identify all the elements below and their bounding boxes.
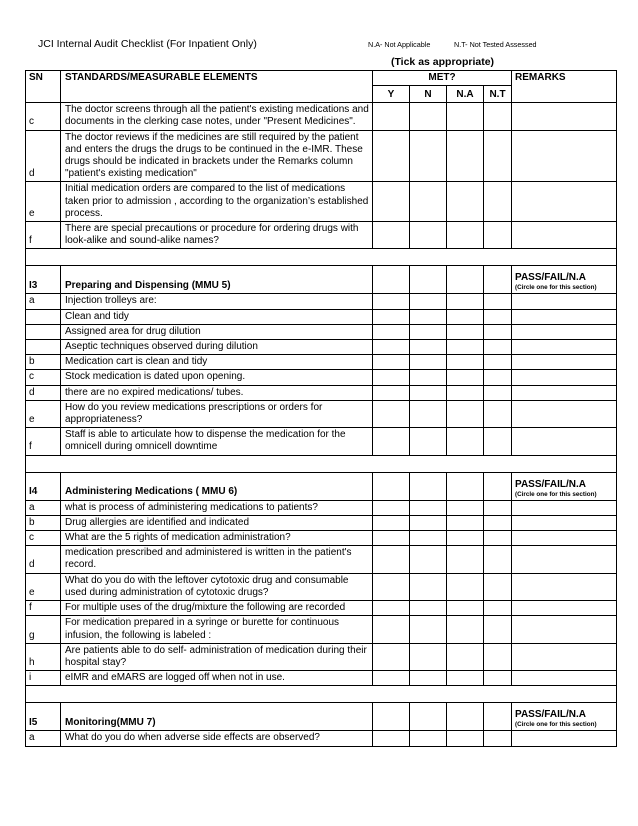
met-na-cell[interactable] (447, 182, 484, 222)
met-na-header: N.A (447, 86, 484, 103)
row-sn (26, 340, 61, 355)
row-sn: c (26, 531, 61, 546)
met-na-cell[interactable] (447, 731, 484, 746)
row-element-text: Stock medication is dated upon opening. (61, 370, 373, 385)
row-element-text: How do you review medications prescriptions or orders for appropriateness? (61, 400, 373, 427)
document-header (38, 38, 618, 54)
row-sn (26, 324, 61, 339)
met-nt-cell[interactable] (484, 428, 512, 455)
met-na-cell (447, 472, 484, 500)
met-nt-cell[interactable] (484, 294, 512, 309)
remarks-cell[interactable] (512, 182, 617, 222)
checklist-row (26, 643, 617, 670)
section-header-row (26, 472, 617, 500)
pass-fail-label: PASS/FAIL/N.A (515, 478, 586, 490)
checklist-row (26, 103, 617, 130)
met-nt-cell[interactable] (484, 370, 512, 385)
met-nt-cell[interactable] (484, 671, 512, 686)
row-element-text: there are no expired medications/ tubes. (61, 385, 373, 400)
pass-fail-label: PASS/FAIL/N.A (515, 272, 586, 284)
met-n-cell[interactable] (410, 309, 447, 324)
checklist-row (26, 294, 617, 309)
met-y-header: Y (373, 86, 410, 103)
met-nt-cell[interactable] (484, 130, 512, 182)
row-element-text: The doctor reviews if the medicines are still required by the patient and enters the drugs the drugs to be continued in the e-IMR. These drugs should be indicated in brackets under the Remarks column "patient's existing medication" (61, 130, 373, 182)
section-title: Monitoring(MMU 7) (61, 703, 373, 731)
met-nt-cell[interactable] (484, 616, 512, 643)
circle-note: (Circle one for this section) (515, 490, 597, 498)
met-nt-header: N.T (484, 86, 512, 103)
met-n-cell[interactable] (410, 531, 447, 546)
row-sn: e (26, 573, 61, 600)
row-element-text: What are the 5 rights of medication administration? (61, 531, 373, 546)
pass-fail-cell (512, 703, 617, 731)
remarks-cell[interactable] (512, 400, 617, 427)
met-y-cell[interactable] (373, 130, 410, 182)
met-nt-cell[interactable] (484, 531, 512, 546)
spacer-row (26, 686, 617, 703)
row-sn: a (26, 294, 61, 309)
met-nt-cell[interactable] (484, 340, 512, 355)
checklist-row (26, 531, 617, 546)
met-y-cell[interactable] (373, 182, 410, 222)
row-sn: d (26, 546, 61, 573)
met-y-cell (373, 472, 410, 500)
met-na-cell[interactable] (447, 355, 484, 370)
met-y-cell[interactable] (373, 500, 410, 515)
pass-fail-cell (512, 266, 617, 294)
met-header: MET? (373, 71, 512, 86)
met-na-cell[interactable] (447, 573, 484, 600)
spacer-cell (26, 249, 617, 266)
row-sn: h (26, 643, 61, 670)
section-sn: I4 (26, 472, 61, 500)
met-y-cell[interactable] (373, 616, 410, 643)
met-n-cell[interactable] (410, 370, 447, 385)
row-element-text: medication prescribed and administered is written in the patient's record. (61, 546, 373, 573)
met-na-cell[interactable] (447, 531, 484, 546)
remarks-cell[interactable] (512, 643, 617, 670)
checklist-row (26, 130, 617, 182)
remarks-cell[interactable] (512, 385, 617, 400)
met-y-cell[interactable] (373, 385, 410, 400)
row-sn (26, 309, 61, 324)
row-sn: d (26, 385, 61, 400)
remarks-cell[interactable] (512, 531, 617, 546)
row-element-text: The doctor screens through all the patient's existing medications and documents in the clerking case notes, under "Present Medicines". (61, 103, 373, 130)
section-title: Administering Medications ( MMU 6) (61, 472, 373, 500)
met-y-cell[interactable] (373, 103, 410, 130)
spacer-cell (26, 686, 617, 703)
met-y-cell[interactable] (373, 355, 410, 370)
checklist-row (26, 546, 617, 573)
circle-note: (Circle one for this section) (515, 721, 597, 729)
row-element-text: There are special precautions or procedure for ordering drugs with look-alike and sound-alike names? (61, 222, 373, 249)
met-y-cell[interactable] (373, 671, 410, 686)
met-na-cell[interactable] (447, 515, 484, 530)
met-nt-cell[interactable] (484, 731, 512, 746)
row-sn: a (26, 500, 61, 515)
met-y-cell[interactable] (373, 309, 410, 324)
section-header-row (26, 703, 617, 731)
remarks-cell[interactable] (512, 222, 617, 249)
section-header-row (26, 266, 617, 294)
met-na-cell[interactable] (447, 370, 484, 385)
met-nt-cell[interactable] (484, 182, 512, 222)
row-sn: b (26, 355, 61, 370)
met-n-cell[interactable] (410, 400, 447, 427)
checklist-title: JCI Internal Audit Checklist (For Inpatient Only) (38, 38, 257, 50)
met-n-cell[interactable] (410, 182, 447, 222)
met-n-cell[interactable] (410, 515, 447, 530)
met-na-cell[interactable] (447, 546, 484, 573)
row-sn: f (26, 428, 61, 455)
row-element-text: what is process of administering medications to patients? (61, 500, 373, 515)
audit-table (25, 70, 617, 747)
remarks-cell[interactable] (512, 324, 617, 339)
checklist-row (26, 616, 617, 643)
row-element-text: For multiple uses of the drug/mixture the following are recorded (61, 601, 373, 616)
met-y-cell[interactable] (373, 731, 410, 746)
row-sn: a (26, 731, 61, 746)
row-sn: e (26, 182, 61, 222)
spacer-row (26, 249, 617, 266)
row-sn: d (26, 130, 61, 182)
met-n-cell (410, 266, 447, 294)
remarks-cell[interactable] (512, 355, 617, 370)
met-n-cell[interactable] (410, 616, 447, 643)
met-n-cell[interactable] (410, 428, 447, 455)
row-sn: c (26, 370, 61, 385)
met-n-cell[interactable] (410, 731, 447, 746)
met-y-cell[interactable] (373, 643, 410, 670)
remarks-cell[interactable] (512, 103, 617, 130)
checklist-row (26, 731, 617, 746)
checklist-row (26, 324, 617, 339)
checklist-row (26, 340, 617, 355)
checklist-row (26, 500, 617, 515)
met-na-cell[interactable] (447, 400, 484, 427)
met-nt-cell[interactable] (484, 573, 512, 600)
met-y-cell[interactable] (373, 531, 410, 546)
met-na-cell[interactable] (447, 616, 484, 643)
row-element-text: Aseptic techniques observed during dilution (61, 340, 373, 355)
remarks-cell[interactable] (512, 616, 617, 643)
met-n-cell[interactable] (410, 643, 447, 670)
met-nt-cell[interactable] (484, 324, 512, 339)
remarks-cell[interactable] (512, 573, 617, 600)
remarks-cell[interactable] (512, 500, 617, 515)
row-sn: c (26, 103, 61, 130)
row-element-text: eIMR and eMARS are logged off when not in use. (61, 671, 373, 686)
circle-note: (Circle one for this section) (515, 284, 597, 292)
checklist-row (26, 400, 617, 427)
remarks-cell[interactable] (512, 340, 617, 355)
met-nt-cell[interactable] (484, 309, 512, 324)
row-sn: f (26, 601, 61, 616)
row-sn: f (26, 222, 61, 249)
met-nt-cell[interactable] (484, 103, 512, 130)
met-nt-cell[interactable] (484, 355, 512, 370)
met-na-cell[interactable] (447, 324, 484, 339)
row-element-text: Assigned area for drug dilution (61, 324, 373, 339)
met-n-cell (410, 703, 447, 731)
checklist-row (26, 515, 617, 530)
met-y-cell (373, 703, 410, 731)
met-n-cell[interactable] (410, 294, 447, 309)
row-element-text: Injection trolleys are: (61, 294, 373, 309)
met-nt-cell[interactable] (484, 385, 512, 400)
row-element-text: Are patients able to do self- administration of medication during their hospital stay? (61, 643, 373, 670)
met-nt-cell[interactable] (484, 400, 512, 427)
checklist-row (26, 309, 617, 324)
met-y-cell[interactable] (373, 573, 410, 600)
met-nt-cell[interactable] (484, 643, 512, 670)
met-nt-cell[interactable] (484, 500, 512, 515)
met-y-cell[interactable] (373, 546, 410, 573)
met-na-cell[interactable] (447, 340, 484, 355)
checklist-row (26, 385, 617, 400)
met-y-cell[interactable] (373, 294, 410, 309)
checklist-row (26, 428, 617, 455)
met-n-header: N (410, 86, 447, 103)
section-sn: I3 (26, 266, 61, 294)
checklist-row (26, 601, 617, 616)
row-element-text: For medication prepared in a syringe or burette for continuous infusion, the following is labeled : (61, 616, 373, 643)
met-n-cell[interactable] (410, 671, 447, 686)
met-y-cell[interactable] (373, 428, 410, 455)
met-n-cell[interactable] (410, 500, 447, 515)
met-y-cell[interactable] (373, 370, 410, 385)
met-na-cell[interactable] (447, 222, 484, 249)
met-n-cell[interactable] (410, 324, 447, 339)
remarks-cell[interactable] (512, 428, 617, 455)
met-n-cell[interactable] (410, 601, 447, 616)
met-na-cell[interactable] (447, 103, 484, 130)
row-element-text: Medication cart is clean and tidy (61, 355, 373, 370)
section-title: Preparing and Dispensing (MMU 5) (61, 266, 373, 294)
row-element-text: What do you do with the leftover cytotoxic drug and consumable used during administration of cytotoxic drugs? (61, 573, 373, 600)
met-na-cell[interactable] (447, 601, 484, 616)
row-sn: i (26, 671, 61, 686)
pass-fail-cell (512, 472, 617, 500)
met-nt-cell[interactable] (484, 601, 512, 616)
row-element-text: Drug allergies are identified and indicated (61, 515, 373, 530)
met-y-cell[interactable] (373, 324, 410, 339)
remarks-cell[interactable] (512, 671, 617, 686)
remarks-cell[interactable] (512, 546, 617, 573)
row-sn: b (26, 515, 61, 530)
remarks-header: REMARKS (512, 71, 617, 103)
met-na-cell[interactable] (447, 309, 484, 324)
standards-header: STANDARDS/MEASURABLE ELEMENTS (61, 71, 373, 103)
remarks-cell[interactable] (512, 601, 617, 616)
met-na-cell[interactable] (447, 294, 484, 309)
remarks-cell[interactable] (512, 130, 617, 182)
met-nt-cell[interactable] (484, 222, 512, 249)
met-y-cell[interactable] (373, 601, 410, 616)
row-element-text: Initial medication orders are compared to the list of medications taken prior to admission , according to the organization’s established process. (61, 182, 373, 222)
remarks-cell[interactable] (512, 294, 617, 309)
met-na-cell[interactable] (447, 671, 484, 686)
met-y-cell (373, 266, 410, 294)
checklist-row (26, 182, 617, 222)
checklist-row (26, 355, 617, 370)
met-na-cell[interactable] (447, 643, 484, 670)
row-element-text: What do you do when adverse side effects are observed? (61, 731, 373, 746)
met-y-cell[interactable] (373, 515, 410, 530)
met-na-cell[interactable] (447, 428, 484, 455)
met-nt-cell (484, 703, 512, 731)
met-n-cell (410, 472, 447, 500)
met-n-cell[interactable] (410, 222, 447, 249)
met-n-cell[interactable] (410, 573, 447, 600)
met-nt-cell (484, 266, 512, 294)
remarks-cell[interactable] (512, 515, 617, 530)
checklist-row (26, 671, 617, 686)
spacer-row (26, 455, 617, 472)
met-na-cell (447, 703, 484, 731)
met-n-cell[interactable] (410, 355, 447, 370)
met-na-cell[interactable] (447, 130, 484, 182)
checklist-row (26, 222, 617, 249)
met-nt-cell[interactable] (484, 546, 512, 573)
column-header-row (26, 71, 617, 86)
met-n-cell[interactable] (410, 103, 447, 130)
nt-legend: N.T- Not Tested Assessed (454, 40, 537, 49)
row-element-text: Clean and tidy (61, 309, 373, 324)
met-na-cell (447, 266, 484, 294)
met-y-cell[interactable] (373, 222, 410, 249)
met-n-cell[interactable] (410, 546, 447, 573)
row-element-text: Staff is able to articulate how to dispense the medication for the omnicell during omnicell downtime (61, 428, 373, 455)
remarks-cell[interactable] (512, 370, 617, 385)
checklist-row (26, 370, 617, 385)
checklist-row (26, 573, 617, 600)
remarks-cell[interactable] (512, 309, 617, 324)
row-sn: e (26, 400, 61, 427)
sn-header: SN (26, 71, 61, 103)
na-legend: N.A- Not Applicable (368, 40, 431, 49)
met-nt-cell[interactable] (484, 515, 512, 530)
row-sn: g (26, 616, 61, 643)
met-nt-cell (484, 472, 512, 500)
remarks-cell[interactable] (512, 731, 617, 746)
met-n-cell[interactable] (410, 385, 447, 400)
met-n-cell[interactable] (410, 340, 447, 355)
met-y-cell[interactable] (373, 340, 410, 355)
met-na-cell[interactable] (447, 500, 484, 515)
met-n-cell[interactable] (410, 130, 447, 182)
pass-fail-label: PASS/FAIL/N.A (515, 709, 586, 721)
met-y-cell[interactable] (373, 400, 410, 427)
met-na-cell[interactable] (447, 385, 484, 400)
section-sn: I5 (26, 703, 61, 731)
spacer-cell (26, 455, 617, 472)
tick-note: (Tick as appropriate) (390, 56, 495, 68)
